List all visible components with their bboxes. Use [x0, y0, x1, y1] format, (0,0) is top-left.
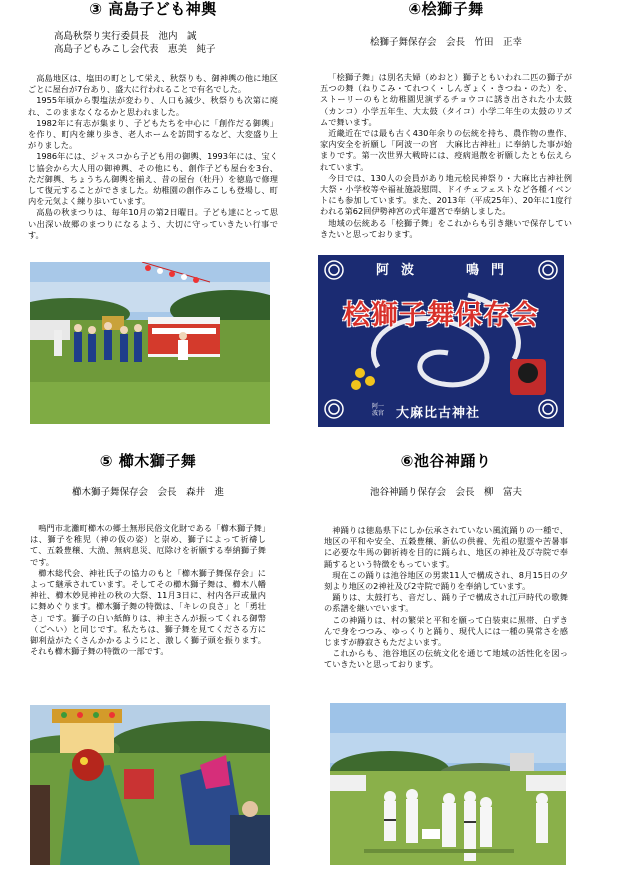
paragraph: 高島の秋まつりは、毎年10月の第2日曜日。子ども達にとって思い出深い故郷のまつりになるよう、大切に守っていきたい行事です。	[28, 207, 278, 240]
paragraph: 1982年に有志が集まり、子どもたちを中心に「創作だる御輿」を作り、町内を練り歩き、老人ホームを訪問するなど、大変盛り上がりました。	[28, 117, 278, 151]
paragraph: この神踊りは、村の繁栄と平和を願って白装束に黒帯、白ずきんで身をつつみ、ゆっくりと踊り、現代人には一種の異常さを感じますが静寂さもただよいます。	[324, 614, 568, 648]
banner-top-left: 阿波	[376, 263, 427, 278]
paragraph: 地域の伝統ある「桧獅子舞」をこれからも引き継いで保存していきたいと思っております。	[320, 217, 572, 239]
paragraph: これからも、池谷地区の伝統文化を通じて地域の活性化を図っていきたいと思っております。	[324, 648, 568, 670]
section-iketani-kamiodori	[324, 452, 568, 671]
paragraph: 櫛木総代会、神社氏子の協力のもと「櫛木獅子舞保存会」によって継承されています。そしてその櫛木獅子舞は、櫛木八幡神社、櫛木妙見神社の秋の大祭、11月3日に、村内各戸或量内に舞めぐります。櫛木獅子舞の特徴は、「キレの良さ」と「勇壮さ」です。獅子の白い紙飾りは、神主さんが振ってくれる御幣（ごへい）と同じです。私たちは、獅子舞を見てくださる方に御利益がたくさんかかるようにと、激しく獅子頭を振ります。それも櫛木獅子舞の特徴の一部です。	[30, 567, 266, 657]
section-title: ④桧獅子舞	[408, 0, 484, 18]
paragraph: 鳴門市北灘町櫛木の郷土無形民俗文化財である「櫛木獅子舞」は、獅子を稚児（神の仮の姿）と崇め、獅子によって祈禱して、五穀豊穣、大漁、無病息災、厄除けを祈願する奉納獅子舞です。	[30, 523, 266, 567]
author-line-2: 高島子どもみこし会代表 恵美 純子	[54, 44, 216, 55]
paragraph: 踊りは、太鼓打ち、音だし、踊り子で構成され江戸時代の歌舞の系譜を継いでいます。	[324, 592, 568, 614]
photo-kids-mikoshi	[30, 262, 270, 424]
banner-main-title: 桧獅子舞保存会	[343, 300, 539, 331]
author-line-1: 櫛木獅子舞保存会 会長 森井 進	[71, 487, 224, 498]
banner-top-right: 鳴門	[466, 263, 517, 278]
section-body	[28, 73, 278, 241]
photo-iketani-kamiodori	[330, 703, 566, 865]
author-line-1: 高島秋祭り実行委員長 池内 誠	[54, 31, 197, 42]
section-title: ⑤ 櫛木獅子舞	[99, 452, 197, 470]
section-title: ③ 高島子ども神輿	[89, 0, 217, 18]
section-kushiki-shishimai	[30, 452, 266, 657]
section-takashima	[28, 0, 278, 241]
paragraph: 高島地区は、塩田の町として栄え、秋祭りも、御神輿の他に地区ごとに屋台が7台あり、盛大に行われることで有名でした。	[28, 73, 278, 95]
section-body	[324, 525, 568, 671]
banner-shrine-note: 阿一波宮	[372, 403, 385, 417]
photo-kushiki-shishimai	[30, 705, 270, 865]
paragraph: 神踊りは徳島県下にしか伝承されていない風流踊りの一種で、地区の平和や安全、五穀豊穣、新仏の供養、先祖の慰霊や苦暑事に必要な牛馬の御祈祷を目的に踊られ、地区の神社及び寺院で奉踊するという特徴をもっています。	[324, 525, 568, 569]
paragraph: 1955年頃から製塩法が変わり、人口も減少、秋祭りも次第に廃れ、このままなくなるかと思われました。	[28, 95, 278, 117]
paragraph: 「桧獅子舞」は別名夫婦（めおと）獅子ともいわれ二匹の獅子が五つの舞（ねりこみ・てれつく・しんぎょく・きつね・のた）を、ストーリーのもと幼稚園児演ずるチョウコに誘き出された小太鼓（カンコ）小学五年生、大太鼓（タイコ）小学二年生の太鼓のリズムで舞います。	[320, 72, 572, 127]
paragraph: 1986年には、ジャスコから子ども用の御輿、1993年には、宝くじ協会から大人用の御神輿、その他にも、創作子ども屋台を3台、ただ御輿、ちょうちん御輿を揃え、昔の屋台（牡丹）を徳島で修理して復元することができました。幼稚園の創作みこしも登場し、町内を元気よく練り歩いています。	[28, 151, 278, 207]
paragraph: 今日では、130人の会員があり地元桧民神祭り・大麻比古神社例大祭・小学校等や福祉施設慰問、ドイチェフェストなど各種イベントにも参加しています。また、2013年（平成25年）、20年に1度行われる第62回伊勢神宮の式年遷宮で奉納しました。	[320, 172, 572, 217]
section-hinoki-shishimai	[320, 0, 572, 240]
author-line-1: 池谷神踊り保存会 会長 柳 富夫	[369, 487, 522, 498]
section-title: ⑥池谷神踊り	[400, 452, 492, 470]
paragraph: 近畿近在では最も古く430年余りの伝統を持ち、農作物の豊作、家内安全を祈願し「阿波一の宮 大麻比古神社」に奉納した事が始まりです。第一次世界大戦時には、疫病退散を祈願したとも伝えられています。	[320, 128, 572, 172]
paragraph: 現在この踊りは池谷地区の男衆11人で構成され、8月15日の夕刻より地区の2神社及び2寺院で踊りを奉納しています。	[324, 569, 568, 592]
author-line-1: 桧獅子舞保存会 会長 竹田 正幸	[369, 37, 522, 48]
section-body	[320, 72, 572, 240]
section-body	[30, 523, 266, 657]
banner-shrine-name: 大麻比古神社	[396, 406, 481, 421]
photo-hinoki-banner	[318, 255, 564, 427]
